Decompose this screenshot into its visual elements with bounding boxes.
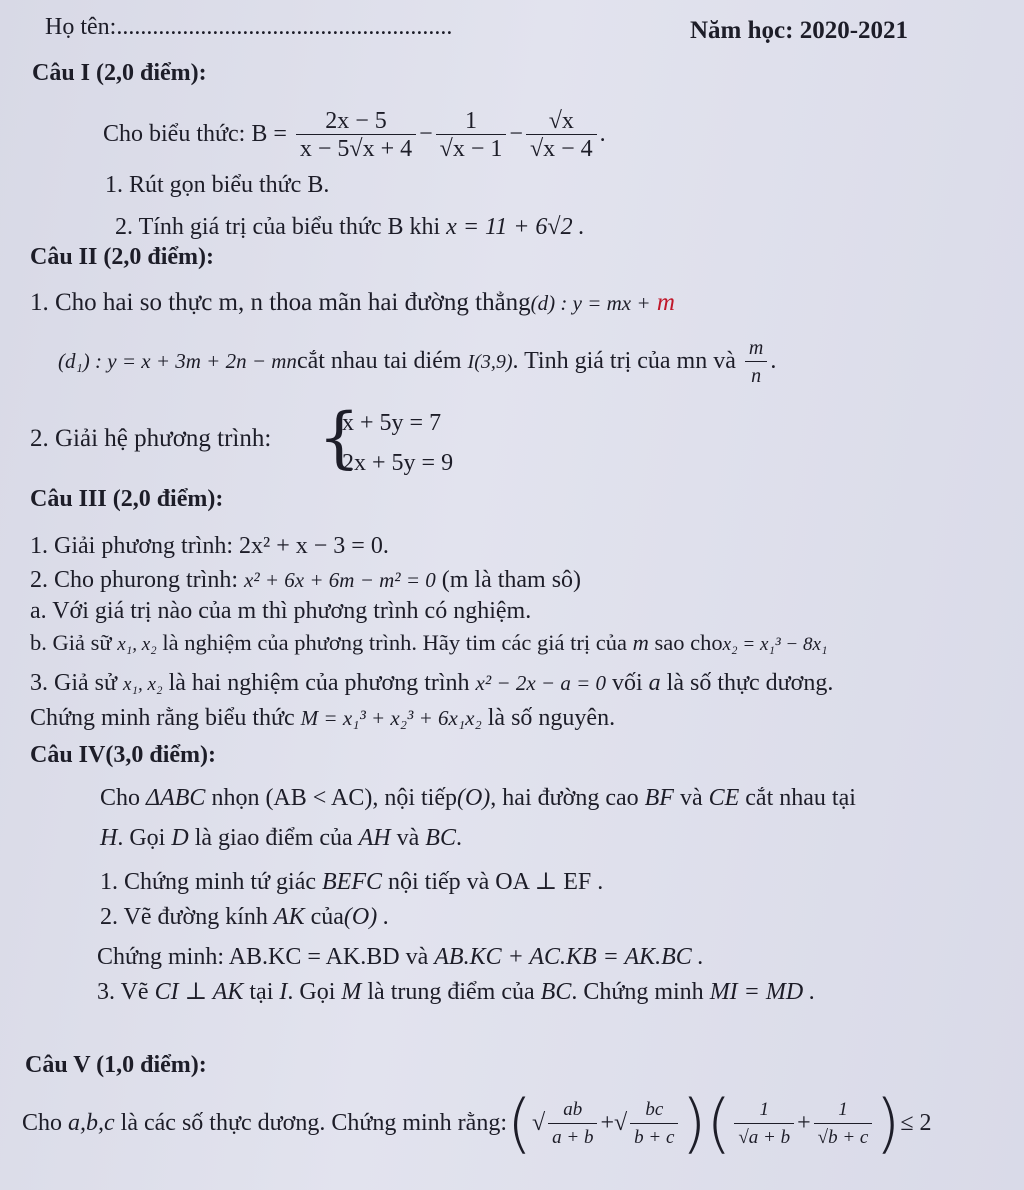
q3-b-roots: x₁, x₂	[117, 634, 157, 655]
question-5-title: Câu V (1,0 điểm):	[25, 1052, 207, 1078]
q4-l4d: (O) .	[343, 904, 390, 930]
q5-s1-den: a + b	[552, 1126, 594, 1148]
q5-frac-1	[548, 1098, 597, 1151]
q5-r2-den: √b + c	[817, 1126, 869, 1148]
q5-vars: a,b,c	[68, 1110, 115, 1136]
q3-b-so: sao cho	[654, 630, 723, 655]
q3-item-1-text: 1. Giải phương trình:	[30, 533, 234, 559]
q2-handwritten-m: m	[656, 289, 675, 316]
q5-r1-den: √a + b	[738, 1126, 791, 1148]
q2-item-1	[30, 288, 675, 318]
q4-l6b: CI ⊥ AK	[154, 979, 244, 1005]
q3-3-tail: vối	[612, 670, 643, 696]
q4-l6g: là trung điểm của	[367, 979, 535, 1005]
q4-l2g: BC	[425, 825, 456, 851]
q4-l4c: của	[310, 904, 344, 930]
q1-item-2	[115, 212, 585, 242]
q4-l1b: ΔABC	[146, 785, 206, 811]
q4-l1e: , hai đường cao	[490, 785, 639, 811]
q1-item-1: 1. Rút gọn biểu thức B.	[105, 172, 330, 198]
q2-item-2: 2. Giải hệ phương trình:	[30, 425, 272, 452]
q4-line-5	[97, 942, 704, 972]
q5-text-b: là các số thực dương. Chứng minh rằng:	[120, 1110, 507, 1136]
q4-l4a: 2. Vẽ đường kính	[100, 904, 268, 930]
q3-item-3	[30, 668, 833, 700]
q4-l6h: BC	[540, 979, 572, 1005]
q2-item-1-text: 1. Cho hai so thực m, n thoa mãn hai đường thẳng	[30, 289, 531, 316]
q4-l1a: Cho	[100, 785, 141, 811]
q3-item-a: a. Với giá trị nào của m thì phương trình có nghiệm.	[30, 598, 532, 624]
q4-l2f: và	[396, 825, 420, 851]
q4-l1c: nhọn (AB < AC), nội tiếp	[211, 785, 457, 811]
q2-line-d: (d) : y = mx +	[530, 291, 651, 315]
q3-3-math: x² − 2x − a = 0	[475, 671, 606, 695]
q2-equation-2: 2x + 5y = 9	[342, 450, 454, 476]
q3-item-3-line-2	[30, 703, 615, 733]
q2-point: I(3,9)	[467, 351, 513, 374]
q4-l5b: AB.KC + AC.KB = AK.BC .	[434, 944, 704, 970]
q4-l6d: I	[279, 979, 288, 1005]
q3-item-b	[30, 628, 828, 660]
q1-f2-num: 1	[436, 109, 507, 135]
question-2-title: Câu II (2,0 điểm):	[30, 244, 214, 270]
q4-line-3	[100, 867, 603, 897]
q4-line-6	[97, 977, 815, 1007]
q4-l1g: và	[679, 785, 703, 811]
q5-sqrt-2: √ $\frac{bc}{b + c}$	[614, 1088, 681, 1158]
q3-b-text: b. Giả sữ	[30, 630, 112, 655]
q3-b-m: m	[632, 630, 649, 655]
q4-l2e: AH	[358, 825, 391, 851]
q2-line-d1: (d₁) : y = x + 3m + 2n − mn	[58, 349, 297, 374]
q4-l2b: . Gọi	[117, 825, 166, 851]
q4-l6j: MI = MD .	[709, 979, 816, 1005]
q1-f3-num: √x	[526, 109, 597, 135]
q1-lhs: B =	[251, 121, 287, 147]
q5-text-a: Cho	[22, 1110, 63, 1136]
question-3-title: Câu III (2,0 điểm):	[30, 486, 224, 512]
q1-item-2-text: 2. Tính giá trị của biểu thức B khi	[115, 214, 441, 240]
q3-item-2	[30, 565, 581, 595]
q4-line-1	[100, 783, 856, 813]
q2-equation-1: x + 5y = 7	[342, 410, 442, 436]
q4-l4b: AK	[273, 904, 305, 930]
q4-l6c: tại	[249, 979, 274, 1005]
q3-3-text: 3. Giả sử	[30, 670, 117, 696]
q5-sqrt-1: √ $\frac{ab}{a + b}$	[532, 1088, 601, 1158]
q2-d1-text: cắt nhau tai diém	[296, 348, 462, 375]
q1-fraction-2	[436, 109, 507, 162]
q4-line-2	[100, 823, 462, 853]
q1-f2-den: √x − 1	[439, 135, 503, 162]
q4-l1i: cắt nhau tại	[745, 785, 856, 811]
q5-open-paren-1: (	[506, 1087, 532, 1162]
question-1-title: Câu I (2,0 điểm):	[32, 60, 207, 86]
q5-r1-num: 1	[734, 1098, 794, 1124]
q4-l3c: nội tiếp và OA ⊥ EF .	[388, 869, 604, 895]
q4-l3a: 1. Chứng minh tứ giác	[100, 869, 316, 895]
q2-d1-tail: . Tinh giá trị của mn và	[512, 348, 736, 375]
q4-l1d: (O)	[456, 785, 491, 811]
q5-r2-num: 1	[814, 1098, 873, 1124]
q3-item-1-math: 2x² + x − 3 = 0.	[239, 533, 389, 559]
q5-close-paren-1: )	[681, 1087, 707, 1162]
q5-frac-4	[814, 1098, 873, 1151]
q2-frac-num: m	[745, 336, 767, 362]
q2-fraction-m-n	[745, 336, 767, 389]
q4-l6e: . Gọi	[287, 979, 336, 1005]
q4-l6i: . Chứng minh	[571, 979, 704, 1005]
q5-s1-num: ab	[548, 1098, 597, 1124]
q3-item-2-tail: (m là tham sô)	[441, 567, 582, 593]
school-year: Năm học: 2020-2021	[690, 17, 909, 44]
q1-f3-den: √x − 4	[529, 135, 593, 162]
q1-item-2-math: x = 11 + 6√2 .	[446, 214, 585, 240]
q1-f1-den: x − 5√x + 4	[299, 135, 413, 162]
q2-frac-den: n	[751, 365, 762, 387]
question-4-title: Câu IV(3,0 điểm):	[30, 742, 216, 768]
q5-frac-2	[630, 1098, 678, 1151]
q5-s2-num: bc	[630, 1098, 678, 1124]
q3-item-2-text: 2. Cho phurong trình:	[30, 567, 238, 593]
q2-item-1-line-2: (d₁) : y = x + 3m + 2n − mncắt nhau tai diém I(3,9). Tinh giá trị của mn và $\frac{m}{n}$ .	[58, 337, 777, 387]
q1-fraction-3	[526, 109, 597, 162]
q5-open-paren-2: (	[706, 1087, 732, 1162]
q3-b-mid: là nghiệm của phương trình. Hãy tim các giá trị của	[162, 630, 627, 655]
q3-3-end: là số thực dương.	[666, 670, 834, 696]
q1-intro: Cho biểu thức:	[103, 121, 246, 147]
q3-3-l2-text: Chứng minh rằng biểu thức	[30, 705, 295, 731]
q3-3-l2-math: M = x₁³ + x₂³ + 6x₁x₂	[300, 706, 482, 730]
q3-b-math: x₂ = x₁³ − 8x₁	[722, 634, 828, 655]
q4-l1h: CE	[708, 785, 740, 811]
q3-3-l2-tail: là số nguyên.	[487, 705, 616, 731]
q4-l6f: M	[341, 979, 362, 1005]
q3-3-a: a	[648, 670, 661, 696]
q3-3-mid: là hai nghiệm của phương trình	[168, 670, 470, 696]
q4-l1f: BF	[644, 785, 674, 811]
q3-item-2-math: x² + 6x + 6m − m² = 0	[244, 568, 436, 592]
q5-frac-3	[734, 1098, 794, 1151]
q4-l6a: 3. Vẽ	[97, 979, 149, 1005]
q5-s2-den: b + c	[634, 1126, 675, 1148]
q3-item-1	[30, 531, 389, 561]
q4-l3b: BEFC	[322, 869, 382, 895]
q4-l2h: .	[455, 825, 462, 851]
q4-l2a: H	[100, 825, 118, 851]
q4-l2c: D	[171, 825, 189, 851]
q1-fraction-1	[296, 109, 416, 162]
q4-l2d: là giao điểm của	[194, 825, 353, 851]
q3-3-roots: x₁, x₂	[123, 674, 163, 695]
student-name-field: Họ tên:........................................................	[45, 14, 453, 40]
question-1-expression: Cho biểu thức: B = $\frac{2x - 5}{x - 5√x + 4}$ − $\frac{1}{√x - 1}$ − $\frac{√x}{√x - 4}$ .	[103, 107, 606, 162]
q1-f1-num: 2x − 5	[296, 109, 416, 135]
q5-close-paren-2: )	[875, 1087, 901, 1162]
q5-statement: Cho a,b,c là các số thực dương. Chứng minh rằng:(√ $\frac{ab}{a + b}$ +√ $\frac{bc}{b + c}$ )( $\frac{1}{√a + b}$ + $\frac{1}{√b + c}$ )≤ 2	[22, 1087, 932, 1162]
system-brace: {	[318, 399, 360, 476]
q4-l5a: Chứng minh: AB.KC = AK.BD và	[97, 944, 429, 970]
q5-rhs: ≤ 2	[900, 1110, 932, 1136]
q4-line-4	[100, 902, 389, 932]
